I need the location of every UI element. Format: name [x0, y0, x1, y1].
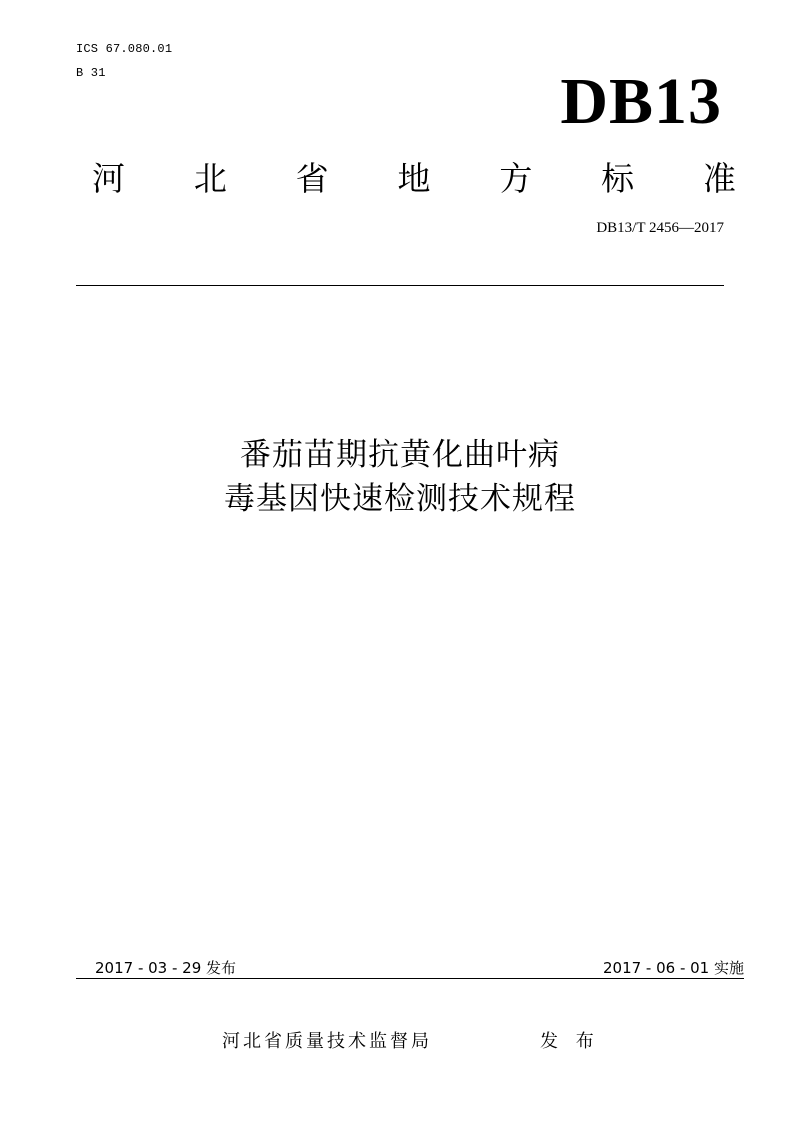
standard-type-heading — [92, 154, 736, 198]
document-title-line-1: 番茄苗期抗黄化曲叶病 — [240, 437, 560, 473]
publisher-name: 河北省质量技术监督局 — [222, 1031, 432, 1052]
ics-code: ICS 67.080.01 — [76, 42, 173, 56]
standard-type-char: 标 — [601, 158, 635, 198]
db13-logo: DB13 — [560, 65, 722, 138]
standard-number: DB13/T 2456—2017 — [596, 220, 724, 236]
standard-type-char: 方 — [499, 158, 533, 198]
issue-date: 2017 - 03 - 29 发布 — [95, 959, 237, 977]
document-title-line-2: 毒基因快速检测技术规程 — [224, 481, 576, 517]
standard-type-char: 地 — [397, 158, 431, 198]
standard-type-char: 省 — [295, 158, 329, 198]
implementation-date: 2017 - 06 - 01 实施 — [602, 959, 744, 977]
standard-type-char: 准 — [702, 158, 736, 198]
publish-label: 发 布 — [540, 1031, 600, 1052]
bottom-divider — [76, 978, 744, 979]
classification-code: B 31 — [76, 66, 106, 80]
top-divider — [76, 285, 724, 286]
standard-type-char: 河 — [92, 158, 125, 198]
standard-type-char: 北 — [193, 158, 227, 198]
